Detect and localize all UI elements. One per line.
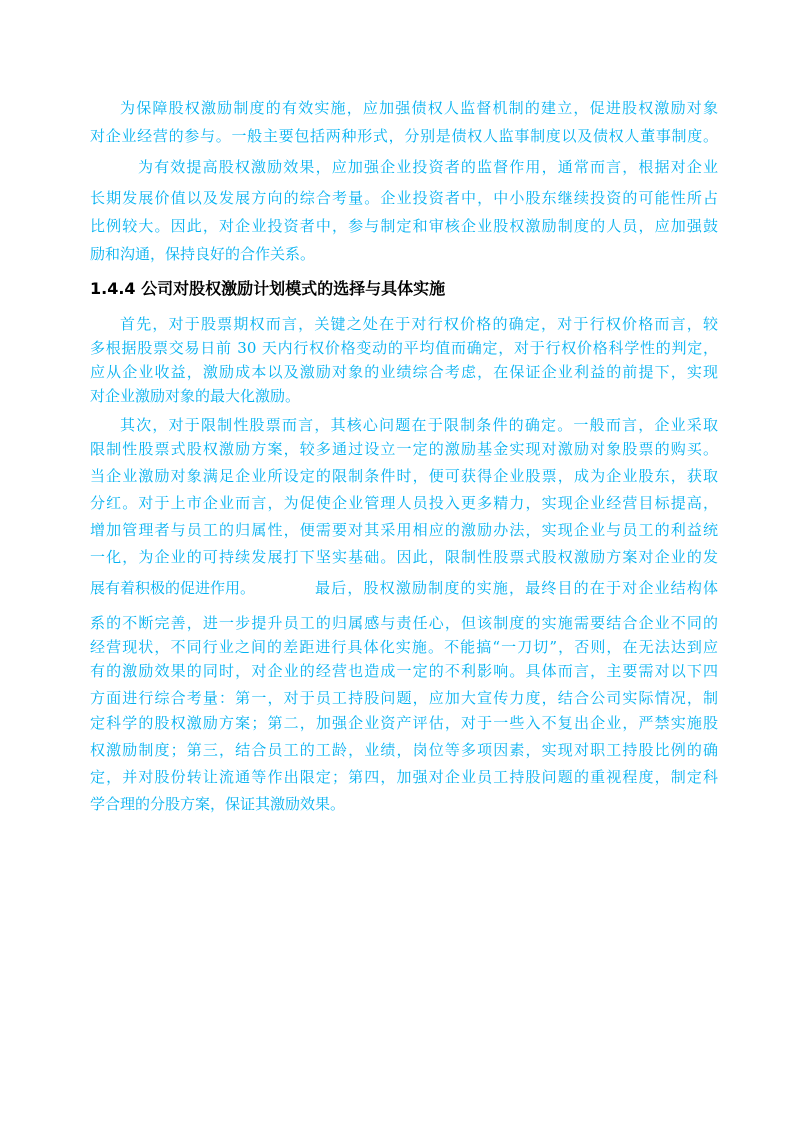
paragraph-4-line-3: 当企业激励对象满足企业所设定的限制条件时，便可获得企业股票，成为企业股东，获取: [90, 467, 718, 485]
paragraph-4-line-5: 增加管理者与员工的归属性，便需要对其采用相应的激励办法，实现企业与员工的利益统: [90, 521, 718, 539]
paragraph-4-line-11: 方面进行综合考量：第一，对于员工持股问题，应加大宣传力度，结合公司实际情况，制: [90, 689, 718, 707]
paragraph-4-line-13: 权激励制度；第三，结合员工的工龄，业绩，岗位等多项因素，实现对职工持股比例的确: [90, 741, 718, 759]
section-heading: 1.4.4 公司对股权激励计划模式的选择与具体实施: [90, 279, 446, 298]
paragraph-1-line-2: 对企业经营的参与。一般主要包括两种形式，分别是债权人监事制度以及债权人董事制度。: [90, 127, 718, 145]
paragraph-2-line-1: 为有效提高股权激励效果，应加强企业投资者的监督作用，通常而言，根据对企业: [138, 158, 718, 176]
paragraph-4-line-14: 定，并对股份转让流通等作出限定；第四，加强对企业员工持股问题的重视程度，制定科: [90, 768, 718, 786]
paragraph-2-line-2: 长期发展价值以及发展方向的综合考量。企业投资者中，中小股东继续投资的可能性所占: [90, 189, 718, 207]
paragraph-3-line-3: 应从企业收益，激励成本以及激励对象的业绩综合考虑，在保证企业利益的前提下，实现: [90, 363, 718, 381]
paragraph-4-line-6: 一化，为企业的可持续发展打下坚实基础。因此，限制性股票式股权激励方案对企业的发: [90, 548, 718, 566]
paragraph-4-line-9: 经营现状，不同行业之间的差距进行具体化实施。不能搞“一刀切”，否则，在无法达到应: [90, 638, 718, 656]
paragraph-2-line-4: 励和沟通，保持良好的合作关系。: [90, 245, 316, 263]
paragraph-3-line-1: 首先，对于股票期权而言，关键之处在于对行权价格的确定，对于行权价格而言，较: [120, 315, 718, 333]
paragraph-4-line-10: 有的激励效果的同时，对企业的经营也造成一定的不利影响。具体而言，主要需对以下四: [90, 662, 718, 680]
paragraph-1-line-1: 为保障股权激励制度的有效实施，应加强债权人监督机制的建立，促进股权激励对象: [120, 99, 718, 117]
paragraph-4-line-1: 其次，对于限制性股票而言，其核心问题在于限制条件的确定。一般而言，企业采取: [120, 416, 718, 434]
paragraph-4-line-7b: 最后，股权激励制度的实施，最终目的在于对企业结构体: [315, 579, 718, 597]
paragraph-3-line-2: 多根据股票交易日前 30 天内行权价格变动的平均值而确定，对于行权价格科学性的判定，: [90, 339, 718, 357]
paragraph-3-line-4: 对企业激励对象的最大化激励。: [90, 387, 301, 405]
paragraph-4-line-12: 定科学的股权激励方案；第二，加强企业资产评估，对于一些入不复出企业，严禁实施股: [90, 714, 718, 732]
paragraph-2-line-3: 比例较大。因此，对企业投资者中，参与制定和审核企业股权激励制度的人员，应加强鼓: [90, 217, 718, 235]
paragraph-4-line-15: 学合理的分股方案，保证其激励效果。: [90, 795, 346, 813]
paragraph-4-line-8: 系的不断完善，进一步提升员工的归属感与责任心，但该制度的实施需要结合企业不同的: [90, 614, 718, 632]
paragraph-4-line-2: 限制性股票式股权激励方案，较多通过设立一定的激励基金实现对激励对象股票的购买。: [90, 440, 718, 458]
paragraph-4-line-4: 分红。对于上市企业而言，为促使企业管理人员投入更多精力，实现企业经营目标提高，: [90, 494, 718, 512]
paragraph-4-line-7a: 展有着积极的促进作用。: [90, 579, 256, 597]
